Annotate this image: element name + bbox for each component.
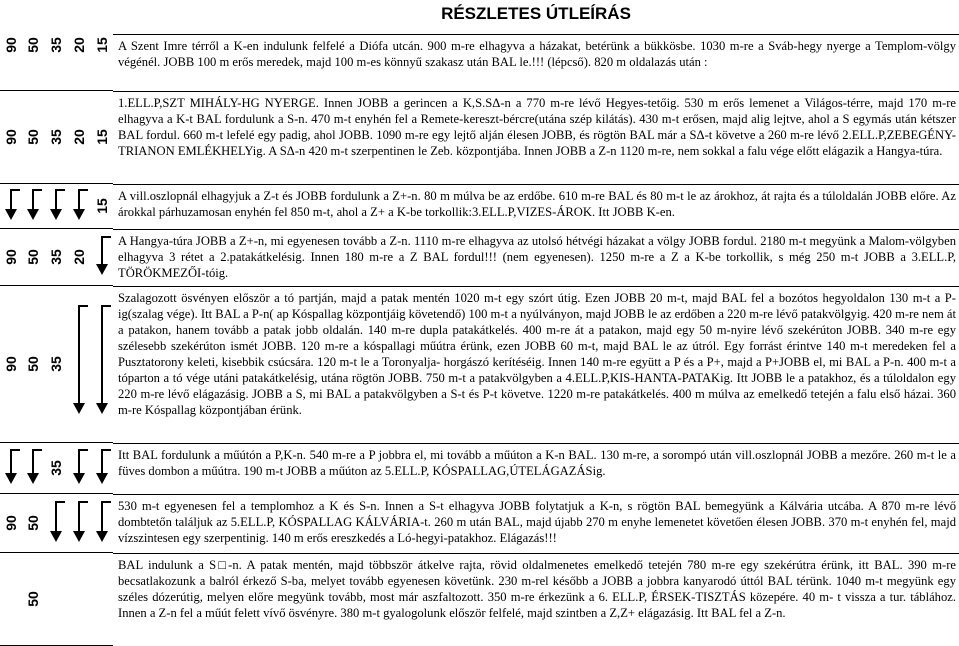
route-paragraph-7: 530 m-t egyenesen fel a templomhoz a K és S-n. Innen a S-t elhagyva JOBB folytatjuk a K-n, s rögtön BAL bemegyünk a Kálvária utcába. A 870 m-re lévő dombtetőn találjuk az 5.ELL.P, KÓSPALLAG KÁLVÁRIA-t. 260 m után BAL, majd újabb 270 m enyhe lemenetet követően élesen JOBB. 370 m-t enyhén fel, majd vízszintesen egy szerpentinig. 140 m erős ereszkedés a Ló-hegyi-patakhoz. Elágazás!!! bbox=[118, 499, 956, 545]
distance-cell bbox=[68, 443, 90, 493]
distance-cell bbox=[91, 229, 113, 285]
distance-label: 35 bbox=[48, 129, 64, 145]
distance-segment bbox=[0, 91, 113, 184]
distance-cell bbox=[0, 184, 22, 228]
distance-label: 90 bbox=[3, 356, 19, 372]
distance-label: 20 bbox=[71, 37, 87, 53]
distance-label: 20 bbox=[71, 129, 87, 145]
distance-cell bbox=[68, 553, 90, 645]
distance-cell bbox=[22, 286, 44, 442]
distance-label: 20 bbox=[71, 249, 87, 265]
page-title: RÉSZLETES ÚTLEÍRÁS bbox=[441, 4, 631, 23]
distance-cell bbox=[0, 443, 22, 493]
distance-label: 15 bbox=[94, 129, 110, 145]
distance-segment bbox=[0, 443, 113, 494]
distance-segment bbox=[0, 494, 113, 553]
distance-columns bbox=[0, 0, 113, 646]
down-arrow-icon bbox=[73, 305, 85, 414]
distance-cell bbox=[0, 286, 22, 442]
distance-label: 90 bbox=[3, 515, 19, 531]
route-paragraph-1: A Szent Imre térről a K-en indulunk felfelé a Diófa utcán. 900 m-re elhagyva a házakat, betérünk a bükkösbe. 1030 m-re a Sváb-hegy nyerge a Templom-völgy végénél. JOBB 100 m erős meredek, majd 100 m-es könnyű szakasz után BAL le.!!! (lépcső). 820 m oldalazás után : bbox=[118, 39, 956, 69]
down-arrow-icon bbox=[5, 189, 17, 220]
distance-cell bbox=[45, 286, 67, 442]
distance-cell bbox=[68, 229, 90, 285]
distance-cell bbox=[45, 494, 67, 552]
distance-label: 35 bbox=[48, 460, 64, 476]
distance-cell bbox=[0, 0, 22, 90]
distance-cell bbox=[22, 0, 44, 90]
distance-cell bbox=[22, 229, 44, 285]
distance-cell bbox=[22, 443, 44, 493]
distance-segment bbox=[0, 0, 113, 91]
route-paragraph-8: BAL indulunk a S□-n. A patak mentén, majd többször átkelve rajta, rövid oldalmenetes emelkedő tetején 780 m-re egy szekérútra érünk, itt BAL. 390 m-re becsatlakozunk a balról érkező S-ba, melyet tovább egyenesen követünk. 230 m-rel később a JOBB a jobbra kanyarodó úttól BAL térünk. 1040 m-t megyünk egy széles dózerútig, melyen előre megyünk tovább, most már aszfaltozott. 350 m-re érkezünk a 6. ELL.P, ÉRSEK-TISZTÁS közepére. 40 m- t vissza a tur. táblához. Innen a Z-n fel a műút felett vívő ösvényre. 380 m-t gyalogolunk először felfelé, majd szintben a Z,Z+ elágazásig. Itt BAL fel a Z-n. bbox=[118, 558, 956, 620]
distance-label: 50 bbox=[25, 356, 41, 372]
distance-label: 50 bbox=[25, 591, 41, 607]
title-divider bbox=[113, 34, 959, 35]
distance-cell bbox=[68, 494, 90, 552]
distance-cell bbox=[68, 184, 90, 228]
distance-segment bbox=[0, 184, 113, 229]
down-arrow-icon bbox=[5, 449, 17, 484]
distance-cell bbox=[91, 0, 113, 90]
distance-cell bbox=[0, 494, 22, 552]
distance-cell bbox=[91, 91, 113, 183]
distance-cell bbox=[91, 443, 113, 493]
distance-label: 90 bbox=[3, 129, 19, 145]
distance-cell bbox=[45, 553, 67, 645]
distance-label: 50 bbox=[25, 515, 41, 531]
distance-cell bbox=[91, 494, 113, 552]
distance-cell bbox=[0, 553, 22, 645]
distance-label: 90 bbox=[3, 37, 19, 53]
distance-segment bbox=[0, 286, 113, 443]
paragraph-divider bbox=[113, 286, 959, 287]
down-arrow-icon bbox=[96, 501, 108, 542]
distance-label: 15 bbox=[94, 198, 110, 214]
paragraph-divider bbox=[113, 229, 959, 230]
down-arrow-icon bbox=[27, 189, 39, 220]
down-arrow-icon bbox=[73, 501, 85, 542]
distance-segment bbox=[0, 553, 113, 646]
down-arrow-icon bbox=[96, 236, 108, 275]
down-arrow-icon bbox=[73, 449, 85, 484]
paragraph-divider bbox=[113, 553, 959, 554]
distance-label: 35 bbox=[48, 356, 64, 372]
route-paragraph-6: Itt BAL fordulunk a műútón a P,K-n. 540 m-re a P jobbra el, mi tovább a műúton a K-n BAL. 130 m-re, a sorompó után vill.oszlopnál JOBB a mezőre. 260 m-t le a füves dombon a műútra. 190 m-t JOBB a műúton az 5.ELL.P, KÓSPALLAG,ÚTELÁGAZÁSig. bbox=[118, 448, 956, 478]
route-paragraph-5: Szalagozott ösvényen először a tó partján, majd a patak mentén 1020 m-t egy szórt útig. Ezen JOBB 20 m-t, majd BAL fel a bozótos hegyoldalon 130 m-t a P-ig(szalag vége). Itt BAL a P-n( ap Kóspallag központjáig követendő) 100 m-t a nyúlványon, majd JOBB le az erdőben a 220 m-re lévő patakvölgyig. 420 m-re nem át a patakon, hanem tovább a patak jobb oldalán. 140 m-re dupla patakátkelés. 400 m-re át a patakon, majd egy 50 m-nyire lévő szekérúton JOBB. 340 m-re egy szélesebb szekérúton ismét JOBB. 120 m-re a kóspallagi műútra érünk, ezen JOBB 60 m-t, majd BAL le az útról. Egy forrást érintve 140 m-t meredeken fel a Pusztatorony keleti, kisebbik csúcsára. 120 m-t le a Toronyalja- horgászó kerítéséig. Innen 140 m-re együtt a P és a P+, majd a P+JOBB el, mi BAL a P-n. 400 m-t a tóparton a tó vége utáni patakátkelésig, utána rögtön JOBB. 750 m-t a patakvölgyben a 4.ELL.P,KIS-HANTA-PATAKig. Itt JOBB le a patakhoz, és a túloldalon egy 220 m-re lévő elágazásig. JOBB a S, mi BAL a patakvölgyben a S-t és P-t követve. 1220 m-re patakátkelés. 400 m múlva az emelkedő tetején a falu első házai. 360 m-re Kóspallag központjában érünk. bbox=[118, 291, 956, 417]
distance-cell bbox=[45, 0, 67, 90]
down-arrow-icon bbox=[27, 449, 39, 484]
distance-segment bbox=[0, 229, 113, 286]
distance-label: 50 bbox=[25, 37, 41, 53]
distance-label: 35 bbox=[48, 37, 64, 53]
paragraph-divider bbox=[113, 91, 959, 92]
paragraph-divider bbox=[113, 443, 959, 444]
distance-cell bbox=[45, 229, 67, 285]
distance-cell bbox=[91, 184, 113, 228]
distance-label: 50 bbox=[25, 249, 41, 265]
down-arrow-icon bbox=[50, 501, 62, 542]
distance-cell bbox=[22, 184, 44, 228]
distance-cell bbox=[22, 91, 44, 183]
distance-cell bbox=[0, 91, 22, 183]
distance-cell bbox=[22, 553, 44, 645]
distance-cell bbox=[68, 91, 90, 183]
distance-cell bbox=[45, 443, 67, 493]
distance-cell bbox=[0, 229, 22, 285]
route-paragraph-4: A Hangya-túra JOBB a Z+-n, mi egyenesen tovább a Z-n. 1110 m-re elhagyva az utolsó hétvégi házakat a völgy JOBB fordul. 2180 m-t megyünk a Malom-völgyben elhagyva 3 rétet a 2.patakátkelésig. Innen 180 m-re a Z BAL fordul!!! (nem egyenesen). 1250 m-re a Z a K-be torkollik, s még 250 m-t JOBB a 3.ELL.P, TÖRÖKMEZŐI-tóig. bbox=[118, 234, 956, 280]
paragraph-divider bbox=[113, 494, 959, 495]
distance-cell bbox=[68, 0, 90, 90]
route-description bbox=[113, 0, 959, 646]
down-arrow-icon bbox=[50, 189, 62, 220]
distance-cell bbox=[91, 553, 113, 645]
distance-label: 90 bbox=[3, 249, 19, 265]
distance-label: 50 bbox=[25, 129, 41, 145]
distance-cell bbox=[68, 286, 90, 442]
distance-label: 15 bbox=[94, 37, 110, 53]
paragraph-divider bbox=[113, 184, 959, 185]
down-arrow-icon bbox=[73, 189, 85, 220]
route-paragraph-2: 1.ELL.P,SZT MIHÁLY-HG NYERGE. Innen JOBB a gerincen a K,S.SΔ-n a 770 m-re lévő Hegyes-tetőig. 530 m erős lemenet a Világos-térre, majd 170 m-re elhagyva a K-t BAL fordulunk a S-n. 470 m-t enyhén fel a Remete-kereszt-bércre(utána szép kilátás). 430 m-t erősen, majd alig lejtve, ahol a S egymás után kétszer BAL fordul. 660 m-t lefelé egy padig, ahol JOBB. 1090 m-re egy lejtő alján élesen JOBB, és rögtön BAL már a SΔ-t követve a 260 m-re lévő 2.ELL.P,ZEBEGÉNY-TRIANON EMLÉKHELYig. A SΔ-n 420 m-t szerpentinen le Zeb. központjába. Innen JOBB a Z-n 1120 m-re, nem sokkal a falu vége előtt elágazik a Hangya-túra. bbox=[118, 96, 956, 158]
distance-cell bbox=[45, 184, 67, 228]
distance-label: 35 bbox=[48, 249, 64, 265]
distance-cell bbox=[91, 286, 113, 442]
route-paragraph-3: A vill.oszlopnál elhagyjuk a Z-t és JOBB fordulunk a Z+-n. 80 m múlva be az erdőbe. 610 m-re BAL és 80 m-t le az árokhoz, át rajta és a túloldalán JOBB előre. Az árokkal párhuzamosan enyhén fel 850 m-t, ahol a Z+ a K-be torkollik:3.ELL.P,VIZES-ÁROK. Itt JOBB K-en. bbox=[118, 189, 956, 219]
distance-cell bbox=[22, 494, 44, 552]
distance-cell bbox=[45, 91, 67, 183]
down-arrow-icon bbox=[96, 305, 108, 414]
down-arrow-icon bbox=[96, 449, 108, 484]
